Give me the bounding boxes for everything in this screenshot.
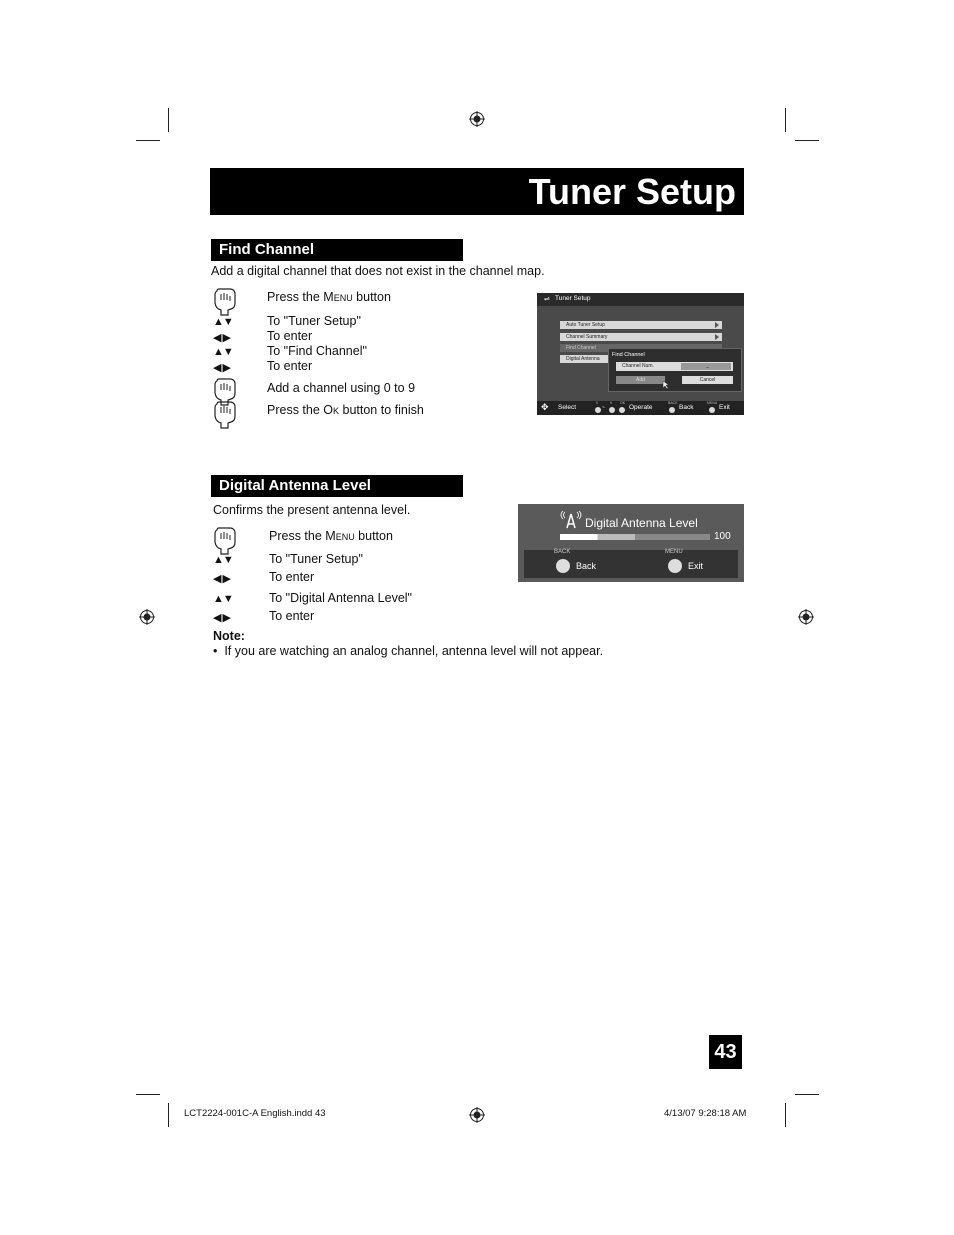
antenna-level-heading: Digital Antenna Level: [211, 475, 463, 497]
up-down-arrows-icon: ▲▼: [213, 593, 233, 605]
crop-mark: [168, 1103, 169, 1127]
ok-button-icon: [619, 407, 625, 413]
find-step-enter-2: To enter: [267, 359, 313, 373]
antenna-step-tuner-setup: To "Tuner Setup": [269, 552, 363, 566]
antenna-level-value: 100: [714, 531, 731, 542]
left-right-arrows-icon: ◀ ▶: [213, 362, 230, 374]
registration-mark-icon: [139, 609, 155, 625]
antenna-level-intro: Confirms the present antenna level.: [213, 503, 411, 517]
antenna-level-bar-fill: [560, 534, 710, 540]
note-heading: Note:: [213, 629, 245, 643]
crop-mark: [136, 140, 160, 141]
antenna-level-screen: [518, 504, 744, 582]
antenna-step-enter: To enter: [269, 570, 315, 584]
crop-mark: [785, 108, 786, 132]
operate-label: Operate: [629, 404, 653, 411]
screen-button-bar: BACK Back MENU Exit: [524, 550, 738, 578]
registration-mark-icon: [469, 111, 485, 127]
left-right-arrows-icon: ◀ ▶: [213, 573, 230, 585]
back-button-icon: [556, 559, 570, 573]
channel-num-input[interactable]: _: [681, 363, 731, 370]
channel-num-field[interactable]: [616, 362, 733, 371]
channel-num-label: Channel Num.: [622, 363, 654, 369]
menu-item-auto-tuner-setup[interactable]: Auto Tuner Setup: [560, 321, 722, 329]
left-right-arrows-icon: ◀ ▶: [213, 612, 230, 624]
find-step-menu: Press the Menu button: [267, 290, 391, 304]
find-step-enter: To enter: [267, 329, 313, 343]
find-channel-heading: Find Channel: [211, 239, 463, 261]
menu-button-icon: [709, 407, 715, 413]
hand-pointer-icon: [213, 401, 237, 429]
antenna-level-title: Digital Antenna Level: [585, 516, 698, 530]
note-text: • If you are watching an analog channel, antenna level will not appear.: [213, 644, 604, 658]
nine-button-icon: [609, 407, 615, 413]
find-channel-popup: [608, 348, 742, 392]
popup-title: Find Channel: [612, 352, 645, 358]
footer-timestamp: 4/13/07 9:28:18 AM: [664, 1108, 747, 1119]
navigation-arrows-icon: ✥: [541, 402, 549, 412]
menu-button-icon: [668, 559, 682, 573]
find-step-tuner-setup: To "Tuner Setup": [267, 314, 361, 328]
find-channel-intro: Add a digital channel that does not exist in the channel map.: [211, 264, 545, 278]
page-number: 43: [709, 1035, 742, 1069]
find-step-add-channel: Add a channel using 0 to 9: [267, 381, 416, 395]
cancel-button[interactable]: Cancel: [682, 376, 733, 384]
up-down-arrows-icon: ▲▼: [213, 554, 233, 566]
zero-button-icon: [595, 407, 601, 413]
menu-item-channel-summary[interactable]: Channel Summary: [560, 333, 722, 341]
antenna-step-enter-2: To enter: [269, 609, 315, 623]
crop-mark: [136, 1094, 160, 1095]
cursor-icon: [662, 380, 670, 389]
up-down-arrows-icon: ▲▼: [213, 316, 233, 328]
left-right-arrows-icon: ◀ ▶: [213, 332, 230, 344]
antenna-step-digital-antenna: To "Digital Antenna Level": [269, 591, 412, 605]
menu-item-digital-antenna[interactable]: Digital Antenna: [560, 355, 722, 363]
hand-pointer-icon: [213, 527, 237, 555]
find-step-ok: Press the Ok button to finish: [267, 403, 424, 417]
exit-label: Exit: [688, 561, 704, 571]
find-channel-screen: [537, 293, 744, 415]
back-label: Back: [576, 561, 597, 571]
antenna-signal-icon: [560, 510, 582, 530]
crop-mark: [795, 1094, 819, 1095]
antenna-level-bar: [560, 534, 710, 540]
exit-label: Exit: [719, 404, 730, 411]
menu-item-find-channel[interactable]: Find Channel: [560, 344, 722, 352]
registration-mark-icon: [469, 1107, 485, 1123]
screen-button-bar: ✥ Select 0 9 OK ~ Operate BACK Back MENU Exit: [537, 401, 744, 415]
find-step-find-channel: To "Find Channel": [267, 344, 367, 358]
add-button[interactable]: Add: [616, 376, 665, 384]
antenna-step-menu: Press the Menu button: [269, 529, 393, 543]
crop-mark: [168, 108, 169, 132]
page-title: Tuner Setup: [210, 168, 744, 215]
registration-mark-icon: [798, 609, 814, 625]
crop-mark: [785, 1103, 786, 1127]
screen-header: [537, 293, 744, 306]
back-label: Back: [679, 404, 694, 411]
footer-file-name: LCT2224-001C-A English.indd 43: [184, 1108, 326, 1119]
back-button-icon: [669, 407, 675, 413]
crop-mark: [795, 140, 819, 141]
select-label: Select: [558, 404, 577, 411]
hand-pointer-icon: [213, 288, 237, 316]
screen-header-title: Tuner Setup: [555, 295, 591, 302]
antenna-icon: ⇌: [544, 296, 550, 303]
up-down-arrows-icon: ▲▼: [213, 346, 233, 358]
